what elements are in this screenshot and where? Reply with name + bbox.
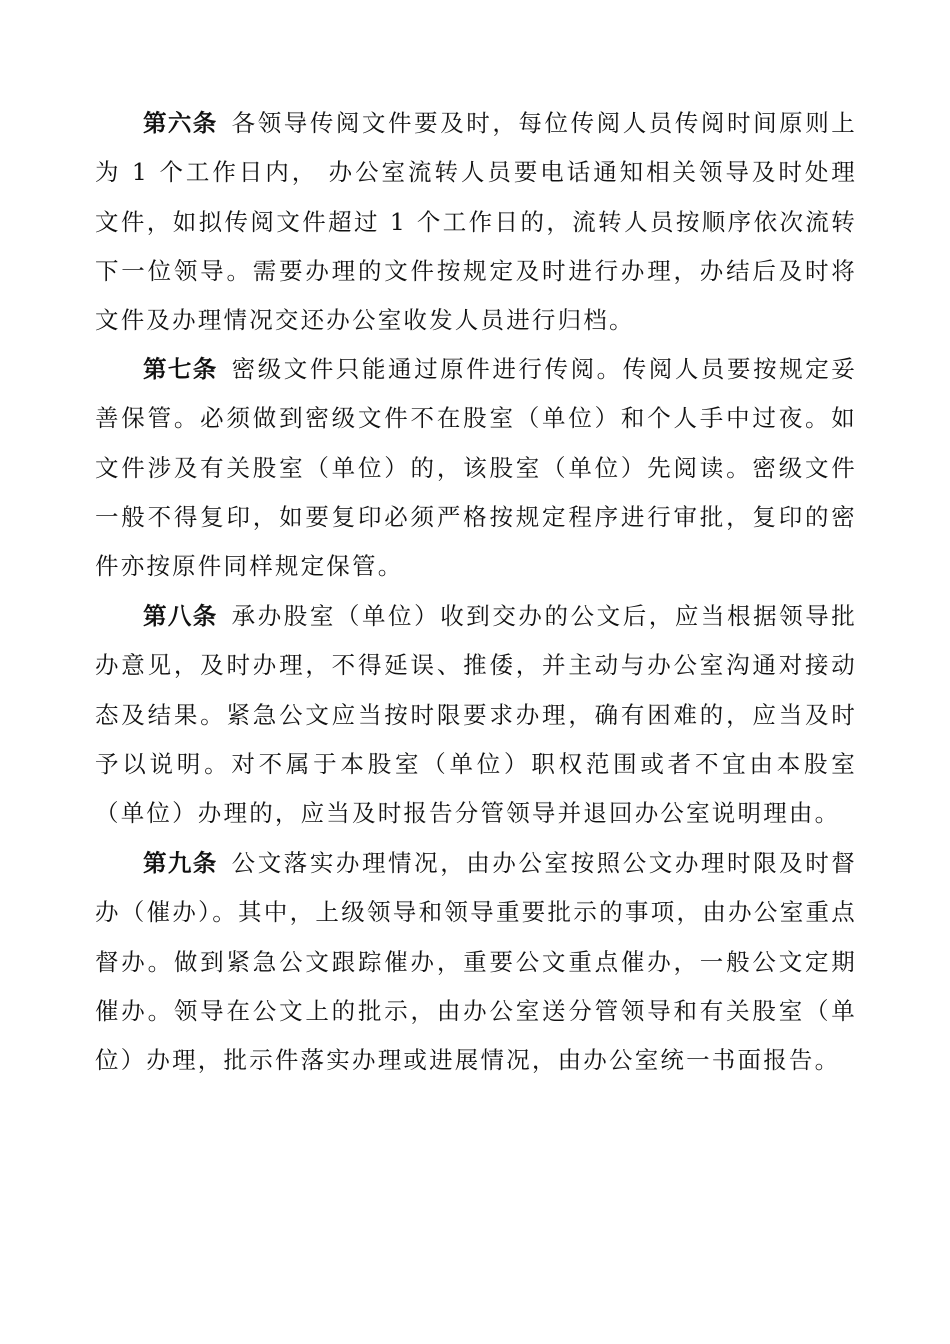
article-9-label: 第九条	[143, 849, 218, 877]
article-7-text: 密级文件只能通过原件进行传阅。传阅人员要按规定妥善保管。必须做到密级文件不在股室（单位）和个人手中过夜。如文件涉及有关股室（单位）的，该股室（单位）先阅读。密级文件一般不得复印，如要复印必须严格按规定程序进行审批，复印的密件亦按原件同样规定保管。	[95, 355, 857, 581]
article-6	[95, 99, 857, 345]
article-8	[95, 592, 857, 838]
article-8-label: 第八条	[143, 602, 218, 630]
article-8-text: 承办股室（单位）收到交办的公文后，应当根据领导批办意见，及时办理，不得延误、推倭，并主动与办公室沟通对接动态及结果。紧急公文应当按时限要求办理，确有困难的，应当及时予以说明。对不属于本股室（单位）职权范围或者不宜由本股室（单位）办理的，应当及时报告分管领导并退回办公室说明理由。	[95, 602, 857, 828]
article-7	[95, 345, 857, 591]
article-6-label: 第六条	[143, 109, 218, 137]
article-9-text: 公文落实办理情况，由办公室按照公文办理时限及时督办（催办）。其中，上级领导和领导重要批示的事项，由办公室重点督办。做到紧急公文跟踪催办，重要公文重点催办，一般公文定期催办。领导在公文上的批示，由办公室送分管领导和有关股室（单位）办理，批示件落实办理或进展情况，由办公室统一书面报告。	[95, 849, 857, 1075]
article-9	[95, 839, 857, 1085]
article-7-label: 第七条	[143, 355, 218, 383]
article-6-text: 各领导传阅文件要及时，每位传阅人员传阅时间原则上为 1 个工作日内， 办公室流转人员要电话通知相关领导及时处理文件，如拟传阅文件超过 1 个工作日的，流转人员按顺序依次流转下一位领导。需要办理的文件按规定及时进行办理，办结后及时将文件及办理情况交还办公室收发人员进行归档。	[95, 109, 857, 335]
